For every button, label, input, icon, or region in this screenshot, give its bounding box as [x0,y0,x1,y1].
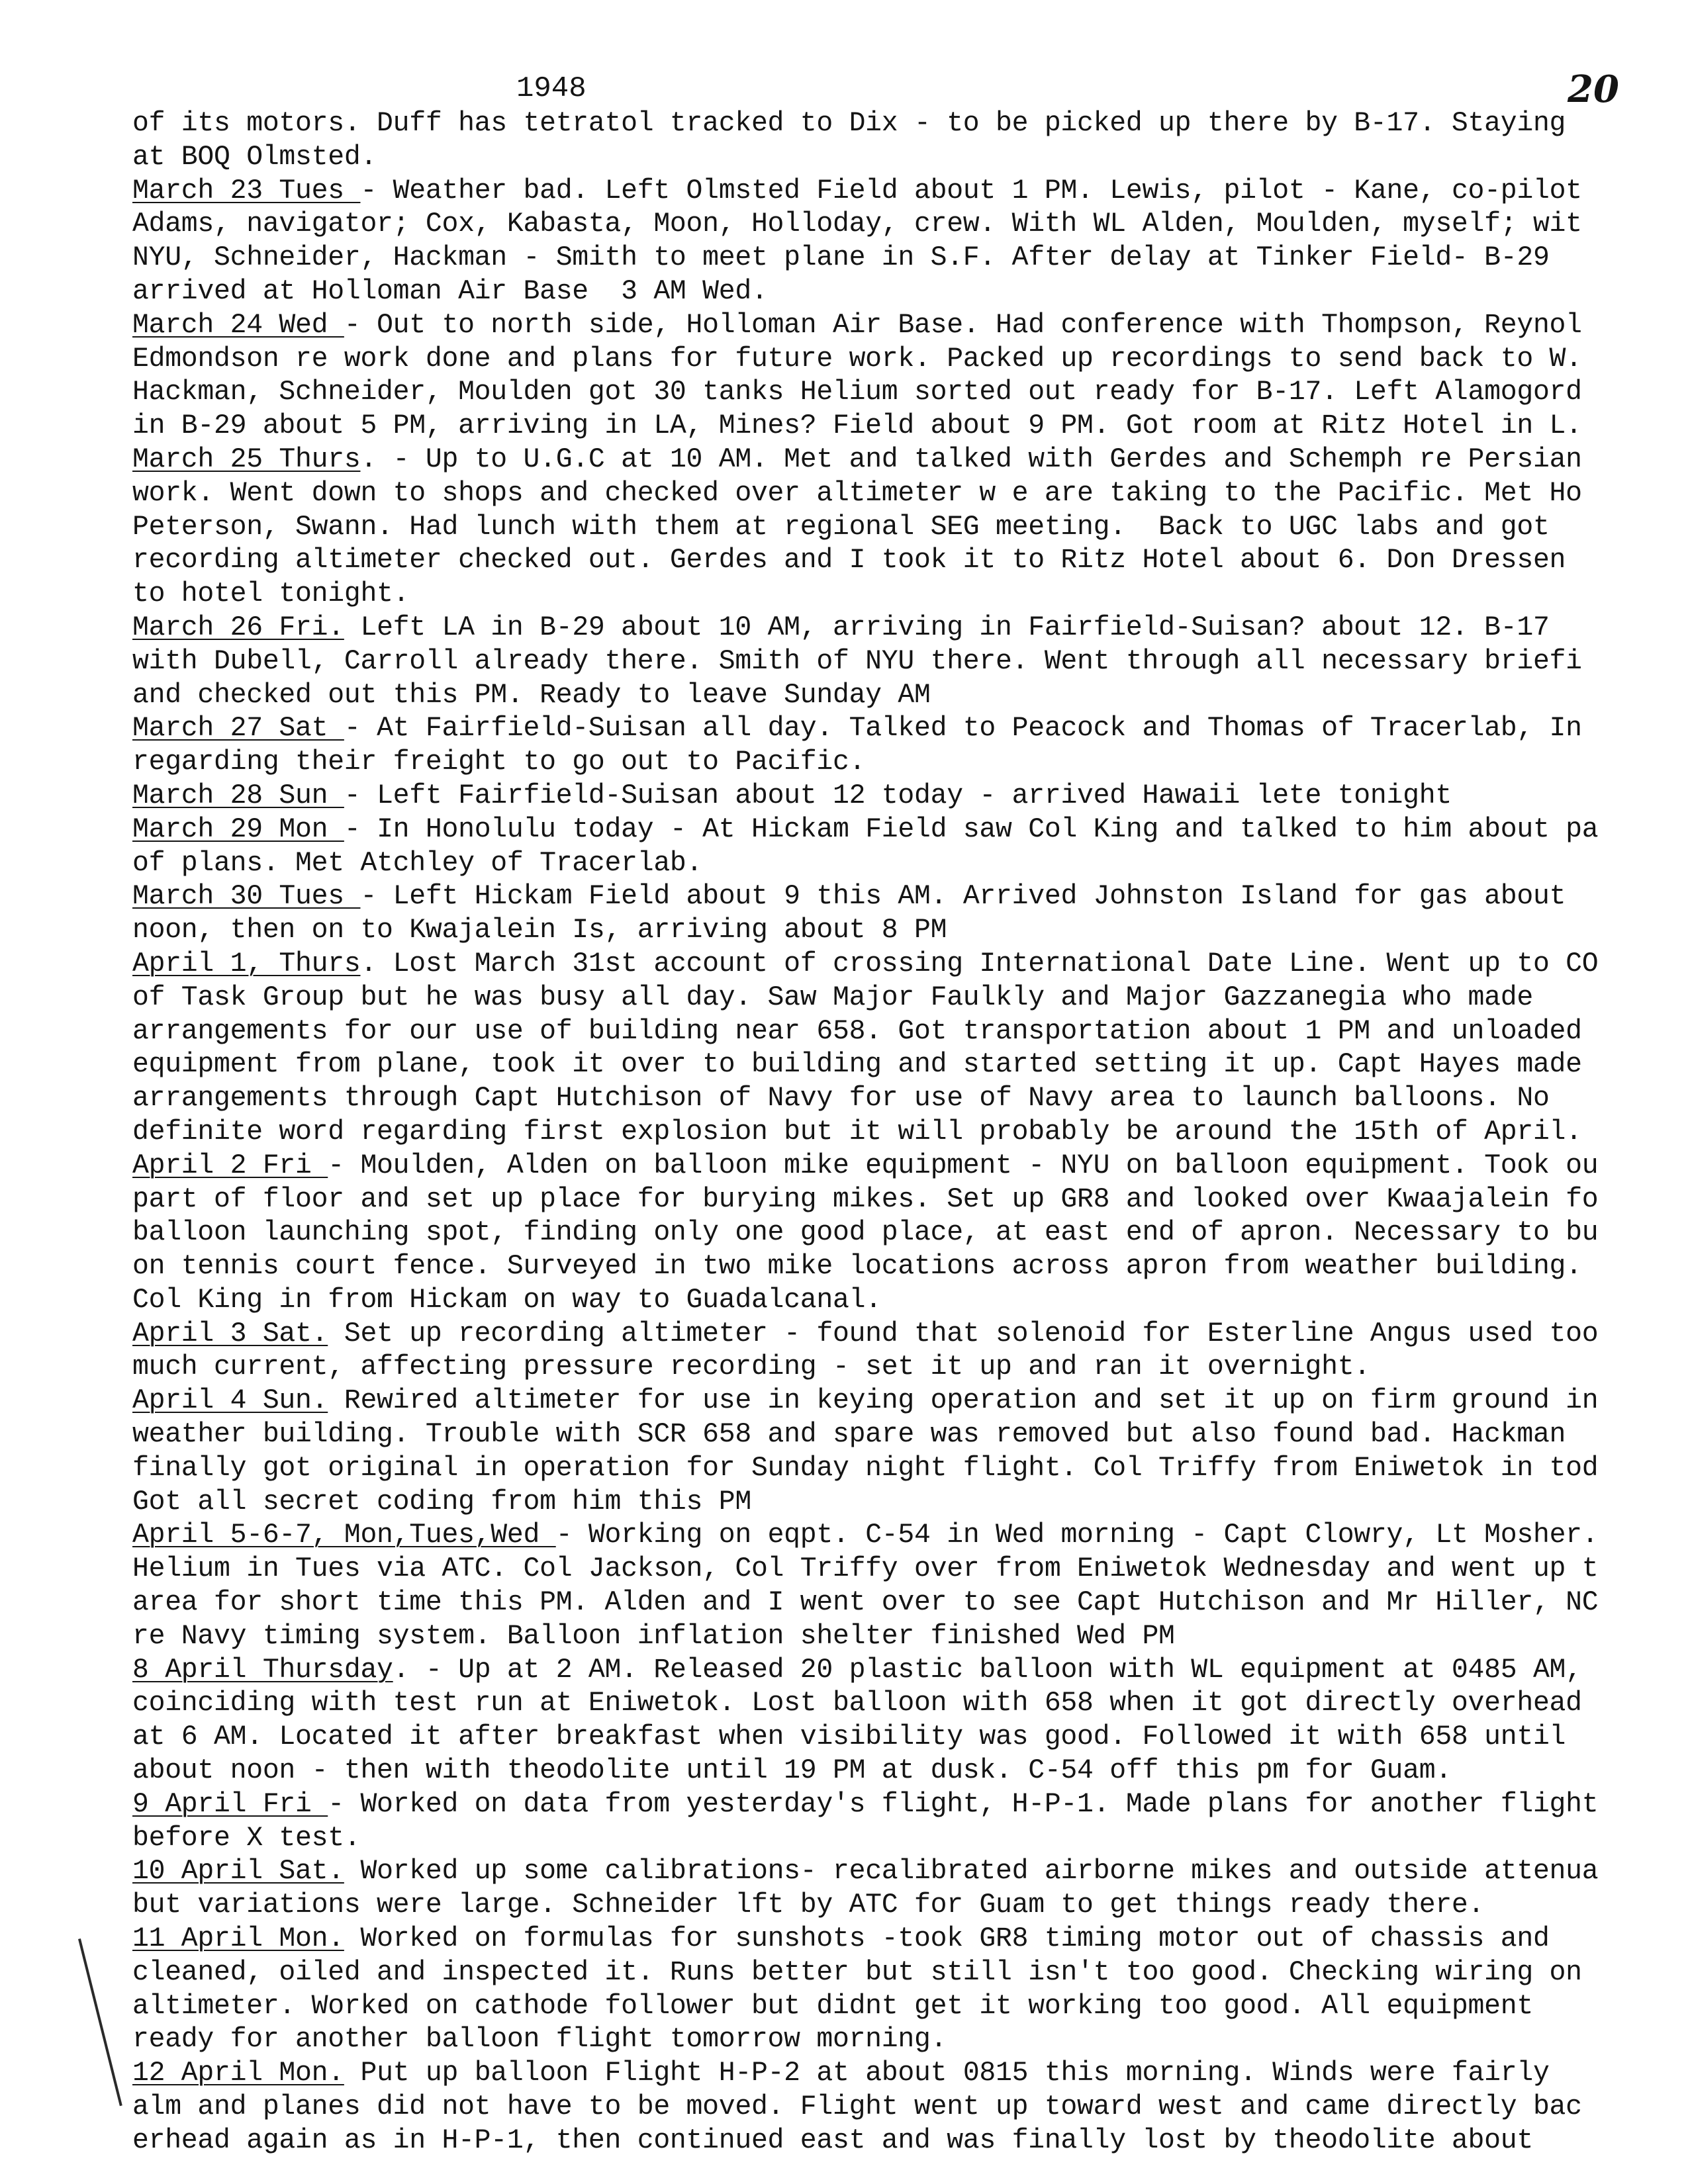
line-text: - Out to north side, Holloman Air Base. Had conference with Thompson, Reynol [344,309,1582,341]
entry-date: March 27 Sat [132,713,344,745]
line-text: Adams, navigator; Cox, Kabasta, Moon, Holloday, crew. With WL Alden, Moulden, myself; wit [132,208,1582,240]
entry-date: March 26 Fri. [132,612,344,643]
diary-entry-start-line [132,813,1668,847]
line-text: balloon launching spot, finding only one good place, at east end of apron. Necessary to bu [132,1217,1599,1249]
line-text: - At Fairfield-Suisan all day. Talked to Peacock and Thomas of Tracerlab, In [344,713,1582,745]
diary-entry-start-line [132,1318,1668,1351]
line-text: area for short time this PM. Alden and I went over to see Capt Hutchison and Mr Hiller, NC [132,1587,1599,1619]
diary-line [132,242,1668,275]
diary-line [132,1990,1668,2024]
line-text: recording altimeter checked out. Gerdes and I took it to Ritz Hotel about 6. Don Dressen [132,545,1566,576]
entry-date: March 24 Wed [132,309,344,341]
line-text: Hackman, Schneider, Moulden got 30 tanks Helium sorted out ready for B-17. Left Alamogord [132,377,1582,408]
line-text: finally got original in operation for Sunday night flight. Col Triffy from Eniwetok in tod [132,1452,1599,1484]
line-text: of its motors. Duff has tetratol tracked to Dix - to be picked up there by B-17. Staying [132,108,1566,139]
diary-entry-start-line [132,1150,1668,1183]
line-text: - Left Hickam Field about 9 this AM. Arrived Johnston Island for gas about [360,881,1566,913]
diary-line [132,679,1668,713]
diary-line [132,1418,1668,1452]
diary-entry-start-line [132,443,1668,477]
line-text: Got all secret coding from him this PM [132,1486,751,1518]
line-text: with Dubell, Carroll already there. Smith of NYU there. Went through all necessary briefi [132,645,1582,677]
line-text: altimeter. Worked on cathode follower but didnt get it working too good. All equipment [132,1990,1533,2022]
line-text: of Task Group but he was busy all day. Saw Major Faulkly and Major Gazzanegia who made [132,981,1533,1013]
line-text: ready for another balloon flight tomorrow morning. [132,2024,947,2056]
line-text: and checked out this PM. Ready to leave Sunday AM [132,679,931,711]
diary-line [132,1754,1668,1788]
line-text: - Working on eqpt. C-54 in Wed morning - Capt Clowry, Lt Mosher. [555,1520,1599,1551]
line-text: - Left Fairfield-Suisan about 12 today - arrived Hawaii lete tonight [344,780,1452,811]
line-text: Worked on formulas for sunshots -took GR8 timing motor out of chassis and [344,1923,1550,1955]
diary-entry-start-line [132,1654,1668,1688]
diary-line [132,1250,1668,1284]
diary-line [132,914,1668,948]
diary-entry-start-line [132,880,1668,914]
diary-entry-start-line [132,780,1668,813]
diary-line [132,2023,1668,2057]
diary-entry-start-line [132,1788,1668,1822]
diary-entry-start-line [132,2057,1668,2091]
entry-date: 12 April Mon. [132,2058,344,2089]
line-text: - Moulden, Alden on balloon mike equipment - NYU on balloon equipment. Took ou [328,1150,1599,1181]
diary-entry-start-line [132,175,1668,208]
line-text: in B-29 about 5 PM, arriving in LA, Mines? Field about 9 PM. Got room at Ritz Hotel in L. [132,410,1582,442]
line-text: cleaned, oiled and inspected it. Runs better but still isn't too good. Checking wiring on [132,1956,1582,1988]
line-text: . - Up at 2 AM. Released 20 plastic balloon with WL equipment at 0485 AM, [393,1654,1582,1686]
line-text: part of floor and set up place for burying mikes. Set up GR8 and looked over Kwaajalein fo [132,1183,1599,1215]
entry-date: March 30 Tues [132,881,361,913]
line-text: about noon - then with theodolite until 19 PM at dusk. C-54 off this pm for Guam. [132,1755,1452,1787]
line-text: noon, then on to Kwajalein Is, arriving about 8 PM [132,915,947,946]
diary-line [132,376,1668,410]
diary-line [132,1015,1668,1049]
line-text: Worked up some calibrations- recalibrated airborne mikes and outside attenua [344,1856,1599,1888]
entry-date: March 28 Sun [132,780,344,811]
line-text: regarding their freight to go out to Pacific. [132,747,866,778]
diary-line [132,1889,1668,1923]
line-text: Col King in from Hickam on way to Guadalcanal. [132,1284,882,1316]
diary-line [132,1721,1668,1754]
diary-line [132,645,1668,679]
diary-line [132,1183,1668,1217]
diary-line [132,1586,1668,1620]
diary-line [132,2091,1668,2124]
entry-date: April 3 Sat. [132,1318,328,1349]
diary-line [132,208,1668,242]
diary-line [132,1452,1668,1486]
diary-line [132,477,1668,511]
entry-date: 8 April Thursday [132,1654,393,1686]
diary-line [132,1216,1668,1250]
line-text: work. Went down to shops and checked over altimeter w e are taking to the Pacific. Met Ho [132,477,1582,509]
line-text: arrived at Holloman Air Base 3 AM Wed. [132,275,768,307]
entry-date: April 5-6-7, Mon,Tues,Wed [132,1520,556,1551]
margin-pencil-mark [78,1938,122,2106]
line-text: arrangements through Capt Hutchison of Navy for use of Navy area to launch balloons. No [132,1083,1550,1115]
line-text: before X test. [132,1822,361,1854]
diary-body [132,107,1668,2158]
diary-line [132,746,1668,780]
diary-line [132,1082,1668,1116]
line-text: NYU, Schneider, Hackman - Smith to meet plane in S.F. After delay at Tinker Field- B-29 [132,242,1550,274]
diary-entry-start-line [132,309,1668,343]
diary-line [132,1687,1668,1721]
diary-entry-start-line [132,1923,1668,1956]
entry-date: March 25 Thurs [132,443,361,475]
diary-line [132,1822,1668,1856]
line-text: Set up recording altimeter - found that solenoid for Esterline Angus used too [328,1318,1599,1349]
line-text: at BOQ Olmsted. [132,141,377,173]
line-text: Rewired altimeter for use in keying operation and set it up on firm ground in [328,1385,1599,1417]
line-text: Left LA in B-29 about 10 AM, arriving in Fairfield-Suisan? about 12. B-17 [344,612,1550,643]
line-text: - In Honolulu today - At Hickam Field saw Col King and talked to him about pa [344,813,1599,845]
diary-line [132,275,1668,309]
line-text: on tennis court fence. Surveyed in two mike locations across apron from weather building. [132,1251,1582,1283]
diary-line [132,981,1668,1015]
line-text: coinciding with test run at Eniwetok. Lost balloon with 658 when it got directly overhead [132,1688,1582,1719]
line-text: equipment from plane, took it over to building and started setting it up. Capt Hayes made [132,1049,1582,1081]
line-text: of plans. Met Atchley of Tracerlab. [132,847,703,879]
diary-line [132,2124,1668,2158]
diary-line [132,343,1668,377]
diary-entry-start-line [132,712,1668,746]
line-text: weather building. Trouble with SCR 658 and spare was removed but also found bad. Hackman [132,1419,1566,1451]
entry-date: 9 April Fri [132,1788,328,1820]
diary-entry-start-line [132,1519,1668,1553]
line-text: Edmondson re work done and plans for future work. Packed up recordings to send back to W. [132,343,1582,375]
line-text: erhead again as in H-P-1, then continued east and was finally lost by theodolite about [132,2124,1533,2156]
entry-date: 11 April Mon. [132,1923,344,1955]
diary-line [132,1048,1668,1082]
diary-line [132,1956,1668,1990]
line-text: arrangements for our use of building near 658. Got transportation about 1 PM and unloaded [132,1015,1582,1047]
line-text: definite word regarding first explosion but it will probably be around the 15th of April. [132,1116,1582,1148]
diary-line [132,1486,1668,1520]
line-text: . - Up to U.G.C at 10 AM. Met and talked with Gerdes and Schemph re Persian [360,443,1582,475]
line-text: at 6 AM. Located it after breakfast when visibility was good. Followed it with 658 until [132,1721,1566,1753]
entry-date: March 23 Tues [132,175,361,206]
diary-entry-start-line [132,612,1668,645]
line-text: Helium in Tues via ATC. Col Jackson, Col Triffy over from Eniwetok Wednesday and went up t [132,1553,1599,1585]
diary-line [132,1284,1668,1318]
diary-line [132,847,1668,881]
page-year: 1948 [516,72,586,105]
line-text: much current, affecting pressure recording - set it up and ran it overnight. [132,1351,1370,1383]
diary-line [132,1553,1668,1586]
entry-date: April 1, Thurs [132,948,361,979]
entry-date: 10 April Sat. [132,1856,344,1888]
diary-entry-start-line [132,1855,1668,1889]
diary-entry-start-line [132,1385,1668,1418]
diary-line [132,107,1668,141]
diary-line [132,141,1668,175]
diary-entry-start-line [132,948,1668,981]
line-text: . Lost March 31st account of crossing International Date Line. Went up to CO [360,948,1599,979]
diary-line [132,1116,1668,1150]
diary-line [132,578,1668,612]
diary-line [132,511,1668,545]
line-text: re Navy timing system. Balloon inflation shelter finished Wed PM [132,1620,1175,1652]
line-text: Peterson, Swann. Had lunch with them at regional SEG meeting. Back to UGC labs and got [132,511,1550,543]
entry-date: April 2 Fri [132,1150,328,1181]
diary-line [132,1620,1668,1654]
line-text: but variations were large. Schneider lft by ATC for Guam to get things ready there. [132,1889,1485,1921]
line-text: alm and planes did not have to be moved. Flight went up toward west and came directly bac [132,2091,1582,2123]
diary-line [132,1351,1668,1385]
line-text: - Weather bad. Left Olmsted Field about 1 PM. Lewis, pilot - Kane, co-pilot [360,175,1582,206]
page-number: 20 [1568,68,1619,111]
diary-line [132,544,1668,578]
entry-date: March 29 Mon [132,813,344,845]
line-text: - Worked on data from yesterday's flight, H-P-1. Made plans for another flight [328,1788,1599,1820]
diary-line [132,410,1668,443]
line-text: to hotel tonight. [132,578,410,610]
line-text: Put up balloon Flight H-P-2 at about 0815 this morning. Winds were fairly [344,2058,1550,2089]
entry-date: April 4 Sun. [132,1385,328,1417]
